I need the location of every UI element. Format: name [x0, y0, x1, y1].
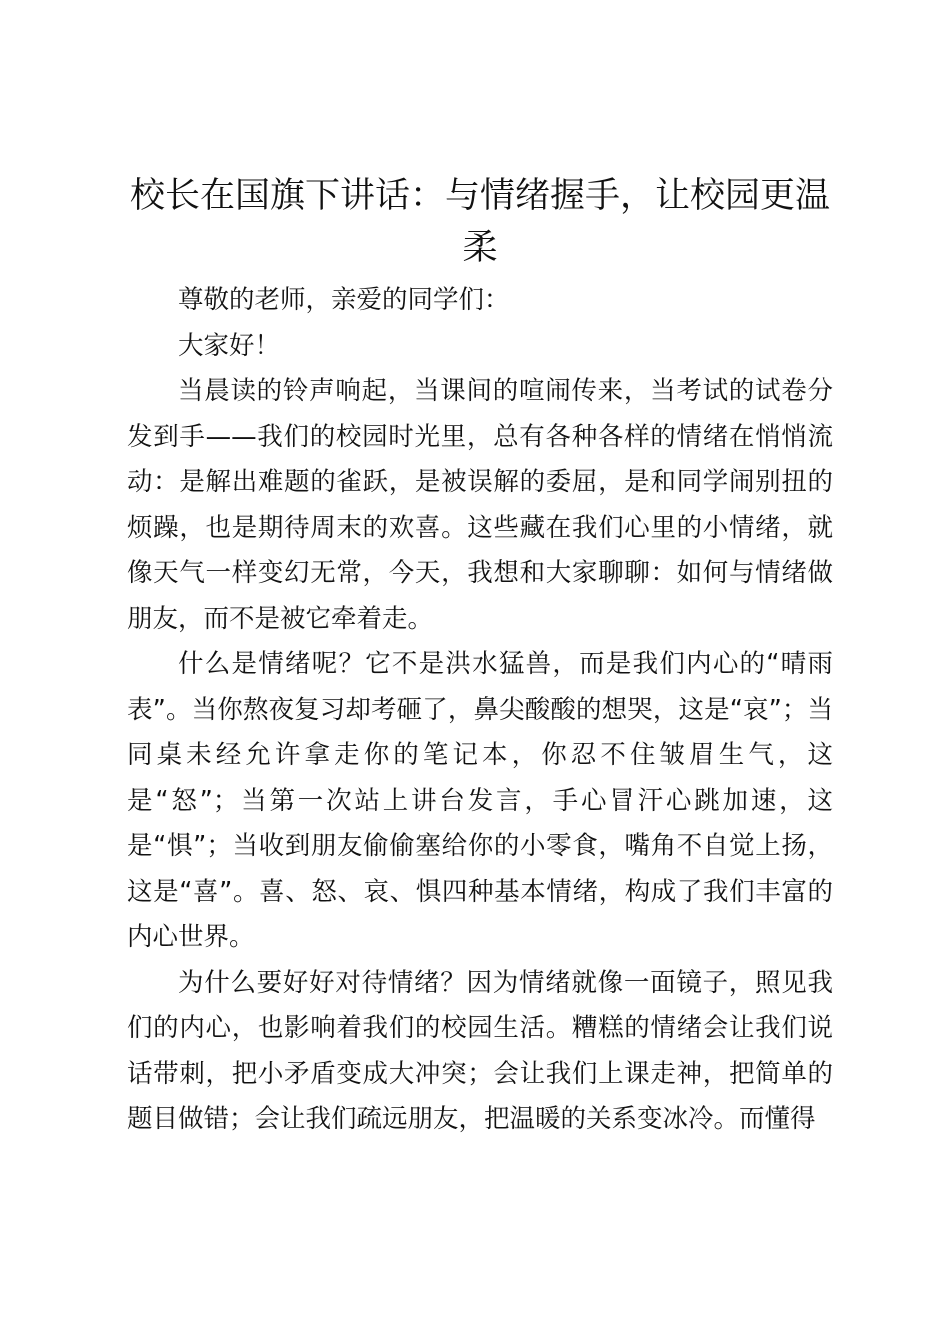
greeting-paragraph: 大家好！ [178, 330, 281, 361]
document-body [127, 170, 833, 1143]
salutation-paragraph: 尊敬的老师，亲爱的同学们： [178, 285, 510, 315]
body-paragraph: 为什么要好好对待情绪？因为情绪就像一面镜子，照见我们的内心，也影响着我们的校园生活。糟糕的情绪会让我们说话带刺，把小矛盾变成大冲突；会让我们上课走神，把简单的题目做错；会让我们疏远朋友，把温暖的关系变冰冷。而懂得 [127, 967, 833, 1134]
body-paragraph: 什么是情绪呢？它不是洪水猛兽，而是我们内心的“晴雨表”。当你熬夜复习却考砸了，鼻尖酸酸的想哭，这是“哀”；当同桌未经允许拿走你的笔记本，你忍不住皱眉生气，这是“怒”；当第一次站上讲台发言，手心冒汗心跳加速，这是“惧”；当收到朋友偷偷塞给你的小零食，嘴角不自觉上扬，这是“喜”。喜、怒、哀、惧四种基本情绪，构成了我们丰富的内心世界。 [127, 649, 833, 952]
body-paragraph: 当晨读的铃声响起，当课间的喧闹传来，当考试的试卷分发到手——我们的校园时光里，总有各种各样的情绪在悄悄流动：是解出难题的雀跃，是被误解的委屈，是和同学闹别扭的烦躁，也是期待周末的欢喜。这些藏在我们心里的小情绪，就像天气一样变幻无常，今天，我想和大家聊聊：如何与情绪做朋友，而不是被它牵着走。 [127, 376, 833, 634]
document-title: 校长在国旗下讲话：与情绪握手，让校园更温柔 [129, 176, 830, 268]
